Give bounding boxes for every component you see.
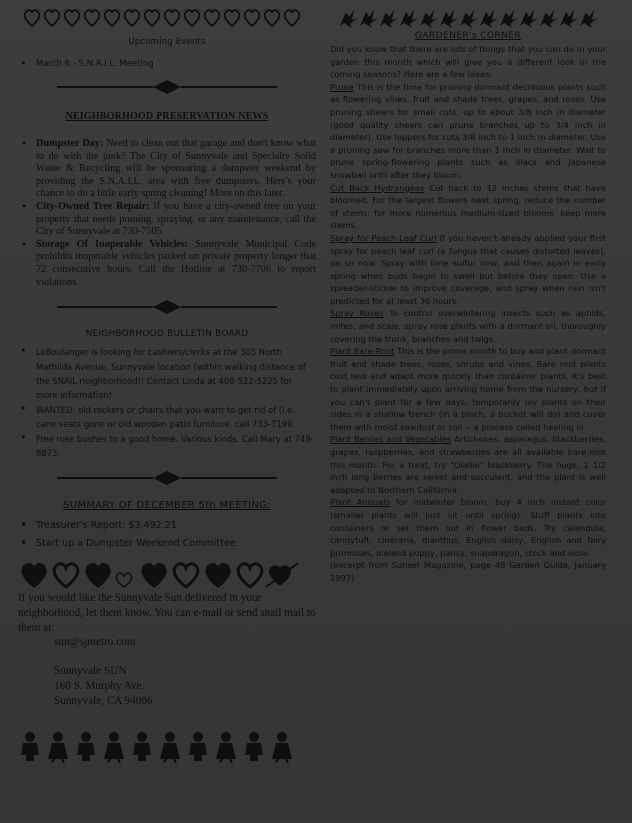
leaf-border [330,8,606,30]
section-heading: Spray Roses [330,308,384,319]
section-text: for midwinter bloom, buy 4 inch instant color (smaller plants will just sit until spring). Stuff plants into containers or set them out in flower beds. Try calendula, candytuft, cineraria, dianthus, English daisy, English and fairy primroses, Iceland poppy, pansy, snapdragon, stock and viola. [330,497,606,558]
gardeners-corner-title: GARDENER's CORNER [414,30,522,41]
heart-icon [18,559,316,591]
diamond-divider-icon [57,79,277,95]
address-line: 160 S. Murphy Ave. [54,679,145,692]
big-hearts-row [18,559,316,591]
section-text: This is the prime month to buy and plant dormant fruit and shade trees, roses, shrubs and vines. Bare root plants cost less and adapt more quickly than container plants. It's best to plant immediately upon arriving home from the nursery, but if you can't plant for a few days, temporarily lay plants on their sides in a shallow trench (in a pinch, a bucket will do) and cover them with moist sawdust or soil -- a process called heeling in. [330,346,606,432]
upcoming-events-list [18,59,316,69]
section-text: Artichokes, asparagus, blackberries, grapes, raspberries, and strawberries are all available bare-root this month. For a treat, try "Olallie" blackberry. The huge, 1 1/2 inch long berries are sweet and succulent, and the plant is well adapted to Northern California. [330,434,606,495]
garden-section [330,307,606,345]
left-column [18,8,316,763]
garden-section [330,345,606,433]
hearts-border [18,8,316,34]
email-address: sun@sjmetro.com [54,636,136,649]
sunnyvale-sun-text: If you would like the Sunnyvale Sun delivered in your neighborhood, let them know. You can e-mail or send snail mail to them at: [18,592,316,634]
section-text: If you haven't already applied your first spray for peach leaf curl (a fungus that causes distorted leaves), do so now. Spray with lime sulfur now, and then again in early spring when buds begin to swell but before they open. Use a spreader-sticker to improve coverage, and spray when rain isn't predicted for at least 36 hours. [330,232,606,306]
list-item [18,201,316,239]
section-text: This is the time for pruning dormant deciduous plants such as flowering vines, fruit and shade trees, grapes, and roses. Use pruning shears for small cuts, up to about 3/8 inch in diameter (good quality shears can prune branches up to 3/4 inch in diameter). Use loppers for cuts 3/8 inch to 1 inch in diameter. Use a pruning saw for branches more than 1 inch in diameter. Wait to prune spring-flowering plants such as lilacs and Japanese snowball until after they bloom. [330,81,606,180]
item-text: If you have a city-owned tree on your property that needs pruning, spraying, or any maintenance, call the City of Sunnyvale at 730-7505. [36,200,316,238]
divider [18,470,316,486]
section-text: Cut back to 12 inches stems that have bloomed. For the largest flowers next spring, reduce the number of stems; for more numerous medium-sized blooms, keep more stems. [330,182,606,231]
person-figure-icon [18,731,308,763]
bulletin-board-title: NEIGHBORHOOD BULLETIN BOARD [85,329,249,340]
gardeners-corner-body [330,43,606,585]
garden-section [330,433,606,496]
section-heading: Prune [330,81,354,92]
star-icon [330,8,606,30]
meeting-summary-title: SUMMARY OF DECEMBER 5th MEETING: [63,500,271,512]
diamond-divider-icon [57,470,277,486]
section-heading: Cut Back Hydrangeas [330,182,425,193]
diamond-divider-icon [57,299,277,315]
item-label: Storage Of Inoperable Vehicles: [36,238,189,250]
list-item: • WANTED: old rockers or chairs that you want to get rid of (i.e. cane seats gone or old wooden patio furniture. call 733-7199. [18,403,316,432]
list-item [18,239,316,289]
preservation-news-list [18,138,316,289]
section-heading: Spray for Peach Leaf Curl [330,232,437,243]
list-item: • Start up a Dumpster Weekend Committee [18,535,316,553]
address-line: Sunnyvale SUN [54,664,127,677]
mailing-address [18,664,316,710]
meeting-summary-list [18,517,316,553]
list-item: • LeBoulanger is looking for cashiers/clerks at the 305 North Mathilda Avenue, Sunnyvale location (within walking distance of the SNAIL neighborhood)! Contact Linda at 408-522-5225 for more information! [18,345,316,403]
upcoming-events-title: Upcoming Events [128,37,206,47]
item-label: Dumpster Day: [36,138,104,149]
list-item: • Free rose bushes to a good home. Various kinds. Call Mary at 749-8873. [18,432,316,461]
bulletin-board-list [18,345,316,460]
section-text: To control overwintering insects such as aphids, mites, and scale, spray rose plants with a dormant oil, thoroughly covering the trunk, branches and twigs. [330,308,607,344]
neighborhood-preservation-title: NEIGHBORHOOD PRESERVATION NEWS [65,111,269,122]
section-heading: Plant Berries and Vegetables [330,434,452,445]
item-text: Need to clean out that garage and don't know what to do with the junk? The City of Sunnyvale and Specialty Solid Waste & Recycling will be sponsoring a dumpster weekend by providing the S.N.A.I.L. area with free dumpsters. Here's your chance to do a little early spring cleaning! More on this later. [36,138,316,200]
section-heading: Plant Annuals [330,497,390,508]
item-text: Sunnyvale Municipal Code prohibits inoperable vehicles parked on private property longer that 72 consecutive hours. Call the Hotline at 730-7706 to report violations. [36,238,316,288]
list-item: • Treasurer's Report: $3,492.21 [18,517,316,535]
garden-section [330,232,606,308]
section-heading: Plant Bare-Root [330,346,395,357]
garden-source: (excerpt from Sunset Magazine, page 48 Garden Guide, January 1997) [330,560,606,583]
divider [18,79,316,95]
garden-section [330,81,606,182]
garden-intro: Did you know that there are lots of things that you can do in your garden this month which will give you a different look in the coming seasons? Here are a few ideas: [330,44,606,80]
item-label: City-Owned Tree Repair: [36,200,150,212]
right-column [330,8,606,585]
list-item [18,138,316,201]
garden-section [330,496,606,559]
garden-section [330,182,606,232]
list-item: • March 6 - S.N.A.I.L. Meeting [18,59,316,69]
address-line: Sunnyvale, CA 94086 [54,695,153,708]
figures-row [18,731,316,763]
divider [18,299,316,315]
heart-outline-icon [22,8,312,30]
